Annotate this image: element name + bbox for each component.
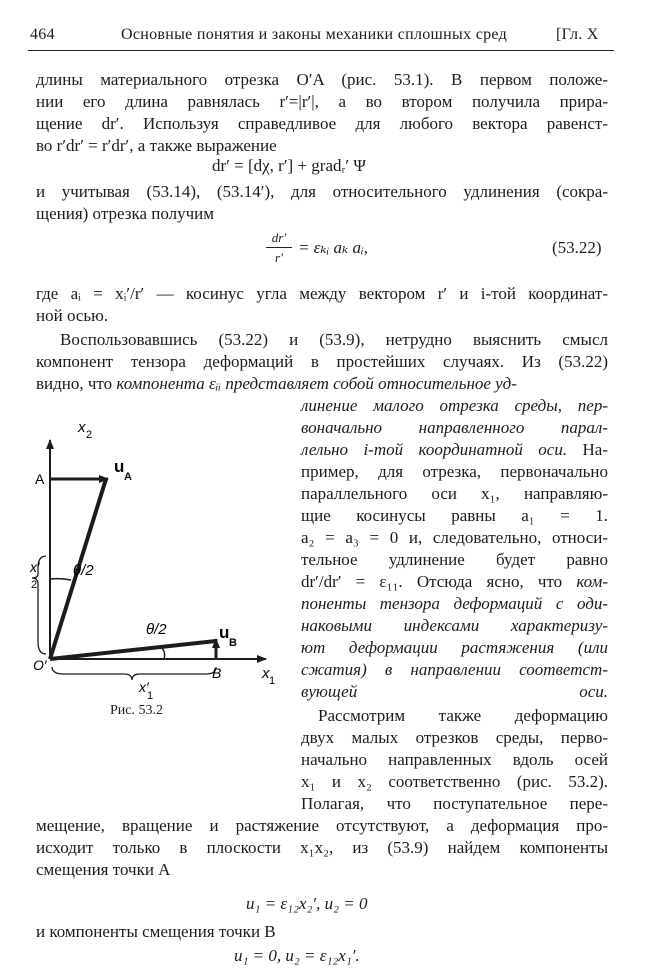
chapter-marker: [Гл. X [556, 26, 599, 43]
figure-caption: Рис. 53.2 [110, 703, 163, 718]
text-line: сжатия) в направлении соответст- [301, 660, 608, 679]
text-line: мещение, вращение и растяжение отсутствуют, а деформация про- [36, 816, 608, 835]
equation-label: (53.22) [552, 238, 602, 257]
running-title: Основные понятия и законы механики сплошных сред [121, 26, 508, 43]
equation-dr: dr′ = [dχ, r′] + gradᵣ′ Ψ [212, 156, 366, 175]
axis-x2-subscript: 2 [86, 429, 93, 441]
vector-ub-label: u [219, 623, 230, 642]
text-line: пример, для отрезка, первоначально [301, 462, 608, 481]
text-line: во r′dr′ = r′dr′, а также выражение [36, 136, 277, 155]
text-line: Рассмотрим также деформацию [318, 706, 608, 725]
point-b-label: B [212, 665, 222, 681]
text-line: исходит только в плоскости x₁x₂, из (53.9) найдем компоненты [36, 838, 608, 857]
text-line: двух малых отрезков среды, перво- [301, 728, 608, 747]
angle-arc-bottom [162, 648, 165, 659]
text-line: параллельного оси x₁, направляю- [301, 484, 608, 503]
header-rule [28, 50, 614, 51]
equation-point-b: u₁ = 0, u₂ = ε₁₂x₁′. [234, 946, 360, 965]
text-line: смещения точки A [36, 860, 171, 879]
vector-ub-subscript: B [229, 637, 237, 649]
text-line: a₂ = a₃ = 0 и, следовательно, относи- [301, 528, 608, 547]
text-line: где aᵢ = xᵢ′/r′ — косинус угла между вектором r′ и i-той координат- [36, 284, 608, 303]
dim-bracket-x1 [52, 667, 216, 680]
text-line: dr′/dr′ = ε₁₁. Отсюда ясно, что ком- [301, 572, 608, 591]
deformed-segment-b [50, 641, 216, 659]
eq-fraction-numerator: dr′ [271, 230, 287, 245]
origin-label: O′ [33, 657, 47, 673]
text-line: ют деформации растяжения (или [301, 638, 608, 657]
text-line: Полагая, что поступательное пере- [301, 794, 608, 813]
angle-bottom-label: θ/2 [146, 621, 167, 638]
text-line: и компоненты смещения точки B [36, 922, 276, 941]
vector-ua-label: u [114, 457, 125, 476]
text-line: лельно i-той координатной оси. На- [301, 440, 608, 459]
text-line: x₁ и x₂ соответственно (рис. 53.2). [301, 772, 608, 791]
text-line: линение малого отрезка среды, пер- [301, 396, 608, 415]
dim-x2-subscript: 2 [31, 579, 38, 591]
text-line: воначально направленного парал- [301, 418, 608, 437]
vector-ua-subscript: A [124, 471, 132, 483]
text-line: вующей оси. [301, 682, 608, 701]
text-line: длины материального отрезка O′A (рис. 53.1). В первом положе- [36, 70, 608, 89]
text-line: Воспользовавшись (53.22) и (53.9), нетрудно выяснить смысл [60, 330, 608, 349]
dim-x1-subscript: 1 [147, 690, 154, 700]
axis-x2-label: x [78, 419, 86, 436]
eq-fraction-denominator: r′ [275, 250, 283, 265]
text-line: щие косинусы равны a₁ = 1. [301, 506, 608, 525]
dim-x2-label: x′ [30, 559, 40, 575]
figure-53-2 [30, 412, 292, 700]
angle-arc-top [50, 579, 71, 580]
text-line: и учитывая (53.14), (53.14′), для относительного удлинения (сокра- [36, 182, 608, 201]
axis-x1-subscript: 1 [269, 675, 276, 687]
text-line: поненты тензора деформаций с оди- [301, 594, 608, 613]
equation-point-a: u₁ = ε₁₂x₂′, u₂ = 0 [246, 894, 368, 913]
text-line: нии его длина равнялась r′=|r′|, а во втором получила прира- [36, 92, 608, 111]
axis-x1-label: x [262, 665, 270, 682]
text-line: тельное удлинение будет равно [301, 550, 608, 569]
equation-53-22: = εₖᵢ aₖ aᵢ, [298, 238, 368, 257]
text-line: щения) отрезка получим [36, 204, 215, 223]
text-line: компонент тензора деформаций в простейших случаях. Из (53.22) [36, 352, 608, 371]
angle-top-label: θ/2 [73, 562, 94, 579]
text-line: видно, что компонента εᵢᵢ представляет собой относительное уд- [36, 374, 517, 393]
text-line: ной осью. [36, 306, 109, 325]
text-line: начально направленных вдоль осей [301, 750, 608, 769]
dim-x1-label: x′ [139, 679, 149, 695]
eq-fraction-bar [266, 247, 292, 248]
page-number: 464 [30, 26, 55, 43]
text-line: щение dr′. Используя справедливое для любого вектора равенст- [36, 114, 608, 133]
text-line: наковыми индексами характеризу- [301, 616, 608, 635]
point-a-label: A [35, 471, 45, 487]
